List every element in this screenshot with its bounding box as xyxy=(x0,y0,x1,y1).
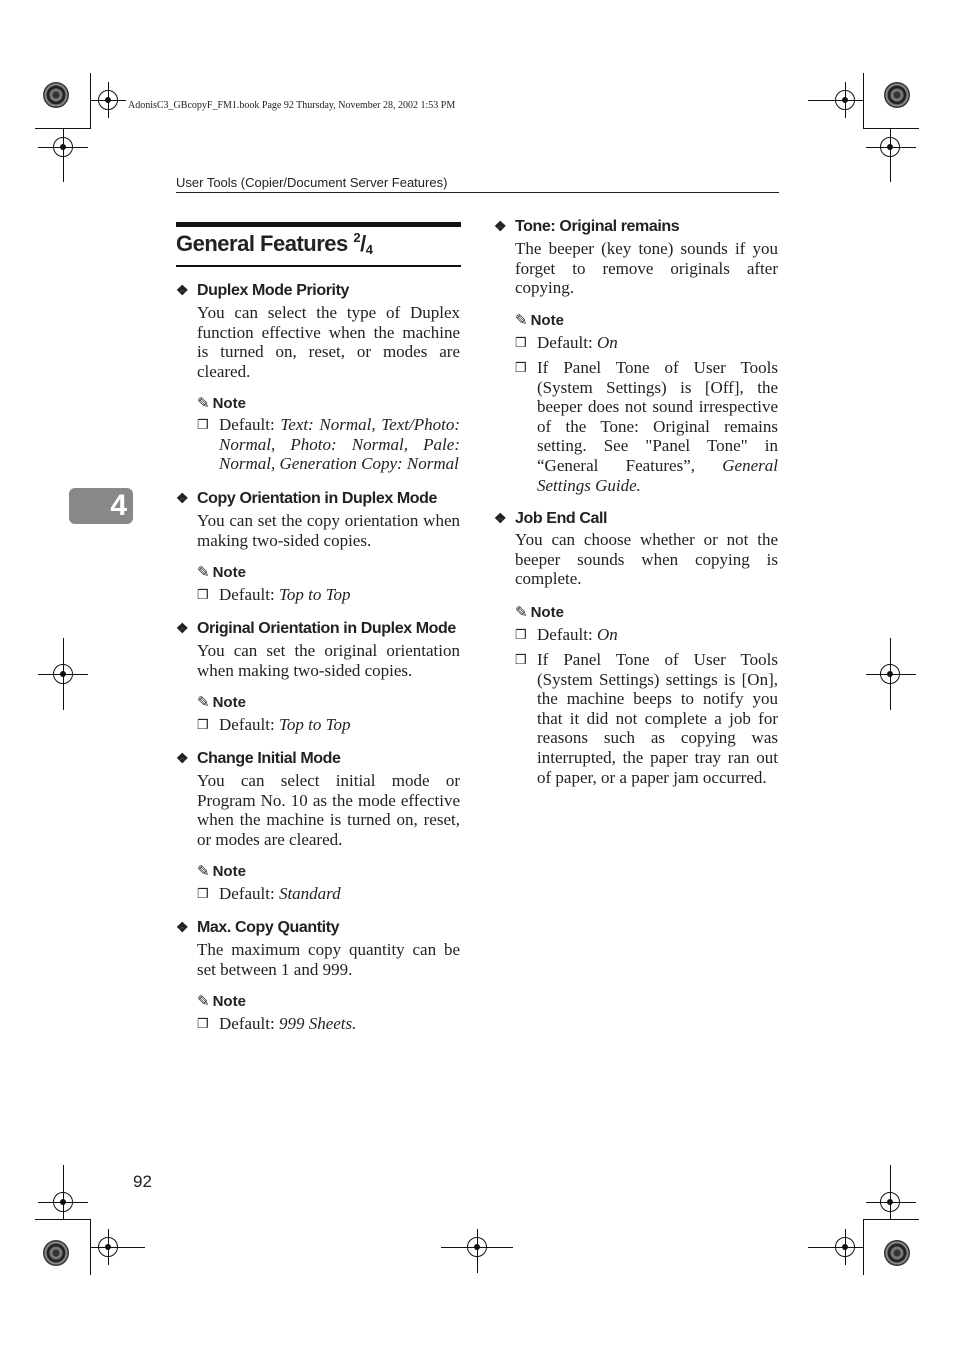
checkbox-bullet-icon: ❒ xyxy=(197,1016,209,1031)
registration-disc-icon xyxy=(884,1240,910,1266)
diamond-icon: ❖ xyxy=(176,919,189,935)
section-title-initial-mode: ❖ Change Initial Mode xyxy=(176,750,341,767)
note-item: ❒ If Panel Tone of User Tools (System Settings) settings is [On], the machine beeps to notify you that it did not complete a job for reasons such as copying was interrupted, the paper tray ran out of paper, or a paper jam occurred. xyxy=(515,650,778,787)
diamond-icon: ❖ xyxy=(176,282,189,298)
section-title-original-orientation: ❖ Original Orientation in Duplex Mode xyxy=(176,620,456,637)
pencil-icon: ✎ xyxy=(197,564,210,581)
checkbox-bullet-icon: ❒ xyxy=(197,886,209,901)
note-heading: ✎ Note xyxy=(515,604,564,621)
section-body-duplex: You can select the type of Duplex function effective when the machine is turned on, reset, or modes are cleared. xyxy=(197,303,460,381)
diamond-icon: ❖ xyxy=(494,510,507,526)
checkbox-bullet-icon: ❒ xyxy=(197,717,209,732)
note-heading: ✎ Note xyxy=(197,694,246,711)
diamond-icon: ❖ xyxy=(494,218,507,234)
chapter-tab: 4 xyxy=(69,488,133,524)
note-item: ❒ Default: Text: Normal, Text/Photo: Normal, Photo: Normal, Pale: Normal, Generation Copy: Normal xyxy=(197,415,460,474)
section-title-job-end: ❖ Job End Call xyxy=(494,510,608,527)
section-title-duplex: ❖ Duplex Mode Priority xyxy=(176,282,350,299)
diamond-icon: ❖ xyxy=(176,620,189,636)
section-body-initial-mode: You can select initial mode or Program No. 10 as the mode effective when the machine is turned on, reset, or modes are cleared. xyxy=(197,771,460,849)
pencil-icon: ✎ xyxy=(197,694,210,711)
note-item: ❒ If Panel Tone of User Tools (System Settings) is [Off], the beeper does not sound irrespective of the Tone: Original remains setting. See "Panel Tone" in “General Features”, General Settings Guide. xyxy=(515,358,778,495)
checkbox-bullet-icon: ❒ xyxy=(515,627,527,642)
note-heading: ✎ Note xyxy=(197,863,246,880)
note-item: ❒ Default: Standard xyxy=(197,884,341,903)
checkbox-bullet-icon: ❒ xyxy=(515,652,527,667)
section-body-original-orientation: You can set the original orientation when making two-sided copies. xyxy=(197,641,460,680)
heading-bar xyxy=(176,222,461,227)
diamond-icon: ❖ xyxy=(176,490,189,506)
pencil-icon: ✎ xyxy=(197,863,210,880)
section-body-max-copy: The maximum copy quantity can be set between 1 and 999. xyxy=(197,940,460,979)
note-item: ❒ Default: On xyxy=(515,333,618,352)
diamond-icon: ❖ xyxy=(176,750,189,766)
note-item: ❒ Default: Top to Top xyxy=(197,715,351,734)
heading-rule xyxy=(176,265,461,267)
note-item: ❒ Default: Top to Top xyxy=(197,585,351,604)
registration-disc-icon xyxy=(43,82,69,108)
registration-disc-icon xyxy=(43,1240,69,1266)
note-heading: ✎ Note xyxy=(197,564,246,581)
section-body-job-end: You can choose whether or not the beeper sounds when copying is complete. xyxy=(515,530,778,589)
note-item: ❒ Default: 999 Sheets. xyxy=(197,1014,357,1033)
pencil-icon: ✎ xyxy=(197,395,210,412)
section-title-tone: ❖ Tone: Original remains xyxy=(494,218,680,235)
section-body-copy-orientation: You can set the copy orientation when making two-sided copies. xyxy=(197,511,460,550)
running-head: User Tools (Copier/Document Server Features) xyxy=(176,175,448,190)
section-body-tone: The beeper (key tone) sounds if you forget to remove originals after copying. xyxy=(515,239,778,298)
note-heading: ✎ Note xyxy=(197,993,246,1010)
checkbox-bullet-icon: ❒ xyxy=(197,587,209,602)
pencil-icon: ✎ xyxy=(197,993,210,1010)
page-title: General Features $^2/_4$ xyxy=(176,230,373,257)
header-rule xyxy=(176,192,779,193)
checkbox-bullet-icon: ❒ xyxy=(515,360,527,375)
pencil-icon: ✎ xyxy=(515,604,528,621)
checkbox-bullet-icon: ❒ xyxy=(197,417,209,432)
note-heading: ✎ Note xyxy=(197,395,246,412)
print-info: AdonisC3_GBcopyF_FM1.book Page 92 Thursday, November 28, 2002 1:53 PM xyxy=(128,100,456,111)
section-title-max-copy: ❖ Max. Copy Quantity xyxy=(176,919,340,936)
registration-disc-icon xyxy=(884,82,910,108)
checkbox-bullet-icon: ❒ xyxy=(515,335,527,350)
note-item: ❒ Default: On xyxy=(515,625,618,644)
page-number: 92 xyxy=(133,1172,152,1191)
note-heading: ✎ Note xyxy=(515,312,564,329)
section-title-copy-orientation: ❖ Copy Orientation in Duplex Mode xyxy=(176,490,438,507)
pencil-icon: ✎ xyxy=(515,312,528,329)
